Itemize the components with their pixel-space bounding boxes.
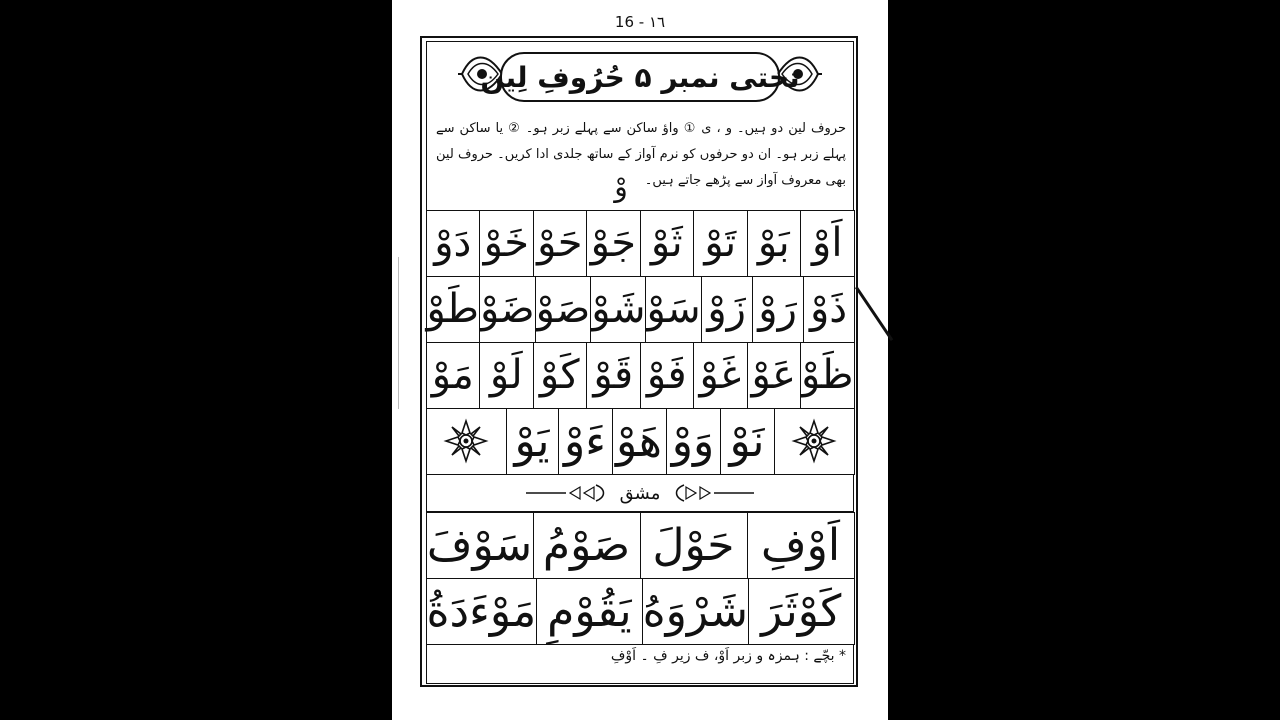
- letter-cell: جَوْ: [586, 210, 641, 277]
- letter-cell: زَوْ: [701, 276, 753, 343]
- practice-heading: مشق: [619, 482, 661, 504]
- letter-row-3: [426, 342, 854, 408]
- letter-cell: شَوْ: [590, 276, 646, 343]
- scroll-handle[interactable]: [392, 257, 399, 409]
- practice-heading-band: [426, 474, 854, 512]
- letter-cell: وَوْ: [666, 408, 721, 475]
- letter-cell: بَوْ: [747, 210, 802, 277]
- letter-cell: يَوْ: [506, 408, 559, 475]
- flower-ornament-icon: [442, 417, 490, 465]
- letter-cell: نَوْ: [720, 408, 775, 475]
- letter-cell: خَوْ: [479, 210, 534, 277]
- letter-cell: ذَوْ: [803, 276, 855, 343]
- letter-cell: هَوْ: [612, 408, 667, 475]
- practice-word-cell: شَرْوَهُ: [642, 578, 749, 645]
- practice-word-cell: صَوْمُ: [533, 512, 641, 579]
- practice-word-cell: كَوْثَرَ: [748, 578, 854, 645]
- practice-word-cell: مَوْءَدَةُ: [426, 578, 538, 645]
- flower-ornament-cell: [774, 408, 855, 475]
- practice-word-cell: اَوْفِ: [747, 512, 855, 579]
- practice-word-cell: يَقُوْمِ: [536, 578, 642, 645]
- lesson-intro-text: حروف لین دو ہیں۔ و ، ی ① واؤ ساکن سے پہلے زبر ہو۔ ② یا ساکن سے پہلے زبر ہو۔ ان دو حرفوں کو نرم آواز کے ساتھ جلدی ادا کریں۔ حروف لین بھی معروف آواز سے پڑھے جاتے ہیں۔: [436, 121, 846, 188]
- practice-word-cell: حَوْلَ: [640, 512, 748, 579]
- lesson-title-box: [480, 52, 800, 102]
- letter-cell: دَوْ: [426, 210, 481, 277]
- left-flourish-icon: [526, 483, 606, 503]
- letter-cell: سَوْ: [645, 276, 701, 343]
- footnote: * بچّے : ہمزہ و زبر اَوْ، ف زیر فِ ۔ اَوْفِ: [610, 648, 846, 664]
- letter-row-2: [426, 276, 854, 342]
- letter-cell: صَوْ: [535, 276, 592, 343]
- letter-cell: قَوْ: [586, 342, 641, 409]
- letter-cell: ثَوْ: [640, 210, 695, 277]
- letter-cell: ءَوْ: [558, 408, 613, 475]
- waw-sukoon-example: وْ: [614, 170, 628, 203]
- letter-cell: كَوْ: [533, 342, 588, 409]
- lesson-title: تختی نمبر ۵ حُرُوفِ لِین: [480, 60, 800, 94]
- letter-cell: تَوْ: [693, 210, 748, 277]
- letter-cell: حَوْ: [533, 210, 588, 277]
- letter-cell: رَوْ: [752, 276, 804, 343]
- letter-cell: لَوْ: [479, 342, 534, 409]
- letter-row-4: [426, 408, 854, 474]
- practice-row-1: [426, 512, 854, 578]
- page-number: 16 - ١٦: [614, 13, 666, 31]
- letter-cell: ضَوْ: [479, 276, 536, 343]
- letter-cell: اَوْ: [800, 210, 855, 277]
- practice-word-cell: سَوْفَ: [426, 512, 534, 579]
- right-flourish-icon: [674, 483, 754, 503]
- letter-cell: فَوْ: [640, 342, 695, 409]
- letter-cell: مَوْ: [426, 342, 481, 409]
- flower-ornament-cell: [426, 408, 507, 475]
- letter-cell: ظَوْ: [800, 342, 855, 409]
- letter-cell: طَوْ: [426, 276, 481, 343]
- flower-ornament-icon: [790, 417, 838, 465]
- practice-row-2: [426, 578, 854, 644]
- letter-cell: غَوْ: [693, 342, 748, 409]
- letter-row-1: [426, 210, 854, 276]
- letter-cell: عَوْ: [747, 342, 802, 409]
